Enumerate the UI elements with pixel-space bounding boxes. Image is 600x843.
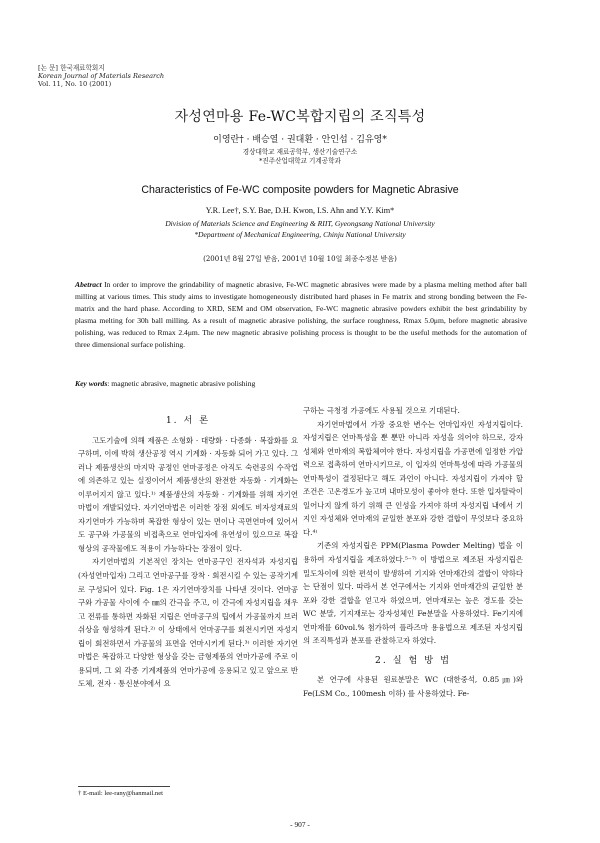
- keywords-label: Key words: [75, 379, 108, 388]
- affiliations-korean: [0, 148, 600, 166]
- body-paragraph: 자기연마법에서 가장 중요한 변수는 연마입자인 자성지립이다. 자성지립은 연마특성을 뿐 뿐만 아니라 자성을 의어야 하므로, 강자성체와 연마재의 복합체여야 한다. 자성지립을 가공면에 일정한 가압력으로 접촉하여 연마시키므로, 이 입자의 연마특성에 따라 가공물의 연마특성이 결정된다고 해도 과언이 아니다. 자성지립이 가져야 할 조건은 고온경도가 높고며 내마모성이 좋아야 한다. 또한 입자탈락이 일어나지 않게 하기 위해 큰 인성을 가져야 하며 자성지립 내에서 기지인 자성체와 연마재의 균일한 분포와 강한 결합이 무엇보다 중요하다.⁴⁾: [303, 419, 523, 537]
- journal-category: [논 문] 한국재료학회지: [38, 64, 105, 72]
- section-1-heading: 1. 서 론: [165, 415, 211, 426]
- affiliation-ko-1: 경상대학교 재료공학부, 생산기술연구소: [242, 148, 358, 156]
- received-dates: (2001년 8월 27일 받음, 2001년 10월 10일 최종수정본 받음): [203, 255, 397, 263]
- body-paragraph: 기존의 자성지립은 PPM(Plasma Powder Melting) 법을 이용하여 자성지립을 제조하였다.⁵⁻⁷⁾ 이 방법으로 제조된 자성지립은 밀도차이에 의한 편석이 발생하여 기지와 연마재간의 결합이 약하다는 단점이 있다. 따라서 본 연구에서는 기지와 연마재간의 균일한 분포와 강한 결합을 얻고자 하였으며, 연마재로는 높은 경도를 갖는 WC 분말, 기지재로는 강자성체인 Fe분말을 사용하였다. Fe기지에 연마재를 60vol.% 첨가하여 플라즈마 용융법으로 제조된 자성지립의 조직특성과 분포를 관찰하고자 하였다.: [303, 541, 523, 646]
- journal-header: [38, 64, 164, 89]
- authors-english: Y.R. Lee†, S.Y. Bae, D.H. Kwon, I.S. Ahn and Y.Y. Kim*: [205, 206, 395, 215]
- paper-title-korean: 자성연마용 Fe-WC복합지립의 조직특성: [174, 109, 426, 125]
- page-number: - 907 -: [290, 820, 310, 829]
- column-right: [303, 404, 523, 700]
- footnote-divider: [78, 786, 170, 787]
- column-left: [78, 412, 298, 691]
- section-2-heading: 2. 실 험 방 법: [375, 654, 451, 666]
- keywords-text: : magnetic abrasive, magnetic abrasive polishing: [107, 379, 256, 388]
- body-paragraph: 구하는 극청정 가공에도 사용될 것으로 기대된다.: [303, 406, 460, 415]
- affiliation-en-2: *Department of Mechanical Engineering, Chinju National University: [194, 229, 406, 239]
- abstract-label: Abetract: [75, 280, 102, 289]
- abstract-text: In order to improve the grindability of magnetic abrasive, Fe-WC magnetic abrasives were made by a plasma melting method after ball milling at various times. This study aims to investigate homogeneously distributed hard phases in Fe matrix and strong bonding between the Fe-matrix and the hard phase. According to XRD, SEM and OM observation, Fe-WC magnetic abrasive powders exhibit the best grindability by plasma melting for 30h ball milling. As a result of magnetic abrasive polishing, the surface roughness, Rmax 5.0μm, before magnetic abrasive polishing, was reduced to Rmax 2.4μm. The new magnetic abrasive polishing process is thought to be the useful methods for the automation of three dimensional surface polishing.: [75, 280, 527, 349]
- journal-volume: Vol. 11, No. 10 (2001): [38, 80, 112, 89]
- body-paragraph: 자기연마법의 기본적인 장치는 연마공구인 전자석과 자성지립(자성연마입자) 그리고 연마공구를 장착 · 회전시킬 수 있는 공작기계로 구성되어 있다. Fig. 1은 자기연마장치를 나타낸 것이다. 연마공구와 가공물 사이에 수 ㎜의 간극을 주고, 이 간극에 자성지립을 채우고 전류를 통하면 자화된 지립은 연마공구의 팁에서 가공물까지 브러쉬상을 형성하게 된다.²⁾ 이 상태에서 연마공구를 회전시키면 자성지립이 회전하면서 가공물의 표면을 연마시키게 된다.³⁾ 이러한 자기연마법은 복잡하고 다양한 형상을 갖는 금형제품의 연마가공에 주로 이용되며, 그 외 각종 기계제품의 연마가공에 응용되고 있고 앞으로 반도체, 전자 · 통신분야에서 요: [78, 557, 298, 689]
- authors-korean: 이영란† · 배승열 · 권대환 · 안인섭 · 김유영*: [213, 135, 387, 145]
- abstract: [75, 279, 527, 350]
- paper-title-english: Characteristics of Fe-WC composite powders for Magnetic Abrasive: [141, 184, 459, 196]
- journal-name-en: Korean Journal of Materials Research: [38, 72, 165, 81]
- body-paragraph: 고도기술에 의해 제품은 소형화 · 대량화 · 다종화 · 복잡화를 요구하며, 이에 박혀 생산공정 역시 기계화 · 자동화 되어 가고 있다. 그러나 제품생산의 마지막 공정인 연마공정은 아직도 숙련공의 수작업에 의존하고 있는 실정이어서 제품생산의 완전한 자동화 · 기계화는 이루어지지 않고 있다.¹⁾ 제품생산의 자동화 · 기계화를 위해 자기연마법이 개발되었다. 자기연마법은 이러한 장점 외에도 비자성재료의 자기연마가 가능하며 복잡한 형상이 있는 면이나 곡면연마에 있어서도 공구와 가공물의 비접촉으로 연마입자에 유연성이 있으므로 복잡형상의 공작물에도 적용이 가능하다는 장점이 있다.: [78, 435, 298, 553]
- affiliation-en-1: Division of Materials Science and Engineering & RIIT, Gyeongsang National University: [165, 219, 435, 228]
- keywords: [75, 379, 527, 388]
- affiliation-ko-2: *진주산업대학교 기계공학과: [259, 157, 341, 165]
- body-paragraph: 본 연구에 사용된 원료분말은 WC (대한중석, 0.85㎛)와 Fe(LSM Co., 100mesh 이하) 를 사용하였다. Fe-: [303, 675, 523, 698]
- affiliations-english: [0, 219, 600, 240]
- footnote-email: † E-mail: lee-rany@hanmail.net: [78, 790, 163, 797]
